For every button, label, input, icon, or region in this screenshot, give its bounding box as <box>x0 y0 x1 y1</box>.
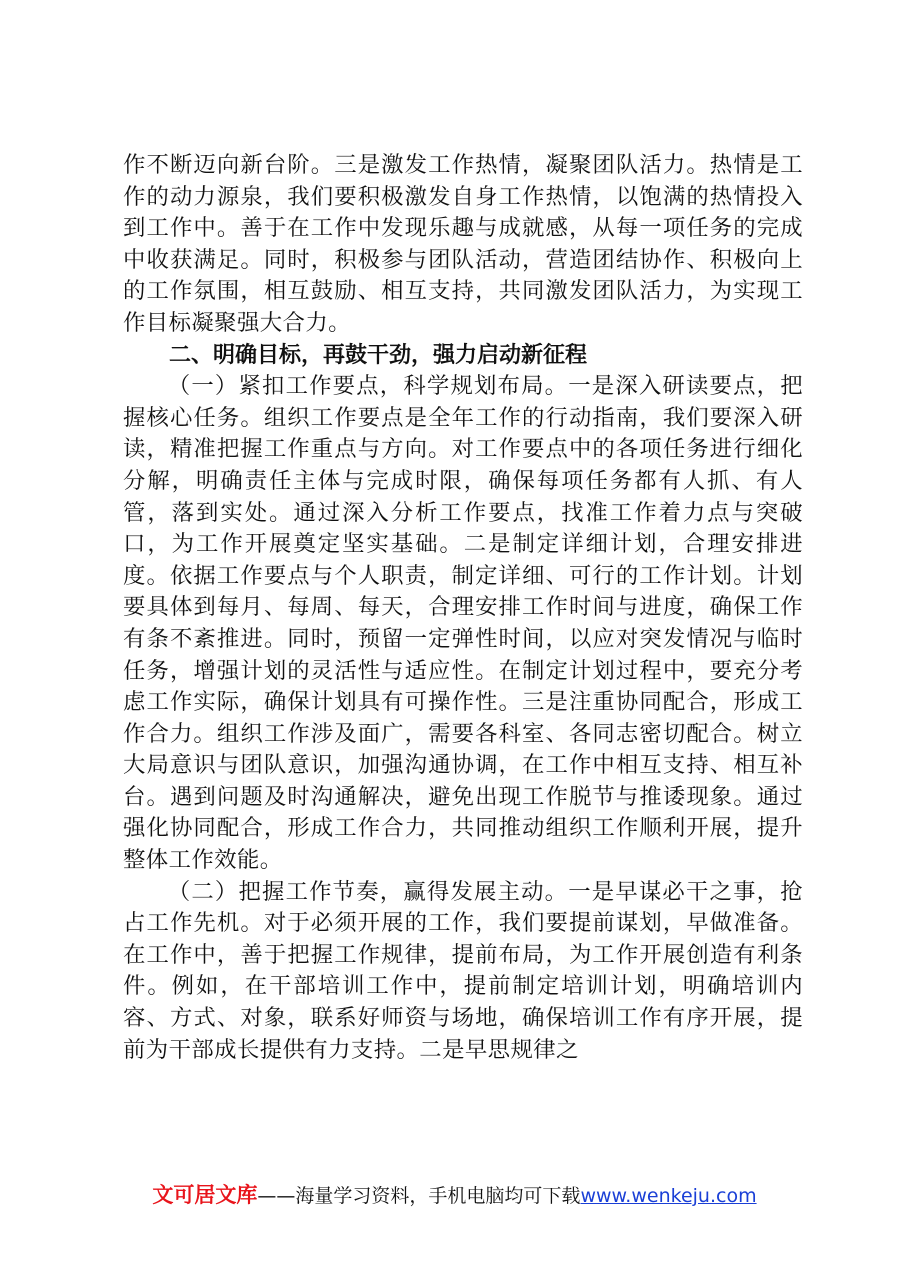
paragraph-1: （一）紧扣工作要点，科学规划布局。一是深入研读要点，把握核心任务。组织工作要点是全年工作的行动指南，我们要深入研读，精准把握工作重点与方向。对工作要点中的各项任务进行细化分解，明确责任主体与完成时限，确保每项任务都有人抓、有人管，落到实处。通过深入分析工作要点，找准工作着力点与突破口，为工作开展奠定坚实基础。二是制定详细计划，合理安排进度。依据工作要点与个人职责，制定详细、可行的工作计划。计划要具体到每月、每周、每天，合理安排工作时间与进度，确保工作有条不紊推进。同时，预留一定弹性时间，以应对突发情况与临时任务，增强计划的灵活性与适应性。在制定计划过程中，要充分考虑工作实际，确保计划具有可操作性。三是注重协同配合，形成工作合力。组织工作涉及面广，需要各科室、各同志密切配合。树立大局意识与团队意识，加强沟通协调，在工作中相互支持、相互补台。遇到问题及时沟通解决，避免出现工作脱节与推诿现象。通过强化协同配合，形成工作合力，共同推动组织工作顺利开展，提升整体工作效能。 <box>123 373 803 874</box>
footer-link[interactable]: www.wenkeju.com <box>580 1185 757 1207</box>
document-body <box>123 150 803 1066</box>
section-heading: 二、明确目标，再鼓干劲，强力启动新征程 <box>169 342 588 368</box>
paragraph-continuation: 作不断迈向新台阶。三是激发工作热情，凝聚团队活力。热情是工作的动力源泉，我们要积极激发自身工作热情，以饱满的热情投入到工作中。善于在工作中发现乐趣与成就感，从每一项任务的完成中收获满足。同时，积极参与团队活动，营造团结协作、积极向上的工作氛围，相互鼓励、相互支持，共同激发团队活力，为实现工作目标凝聚强大合力。 <box>123 152 803 336</box>
footer-brand: 文可居文库 <box>152 1183 258 1207</box>
paragraph-2: （二）把握工作节奏，赢得发展主动。一是早谋必干之事，抢占工作先机。对于必须开展的工作，我们要提前谋划，早做准备。在工作中，善于把握工作规律，提前布局，为工作开展创造有利条件。例如，在干部培训工作中，提前制定培训计划，明确培训内容、方式、对象，联系好师资与场地，确保培训工作有序开展，提前为干部成长提供有力支持。二是早思规律之 <box>123 878 803 1063</box>
footer-tagline: ——海量学习资料，手机电脑均可下载 <box>257 1185 581 1207</box>
footer-banner <box>0 1183 909 1208</box>
